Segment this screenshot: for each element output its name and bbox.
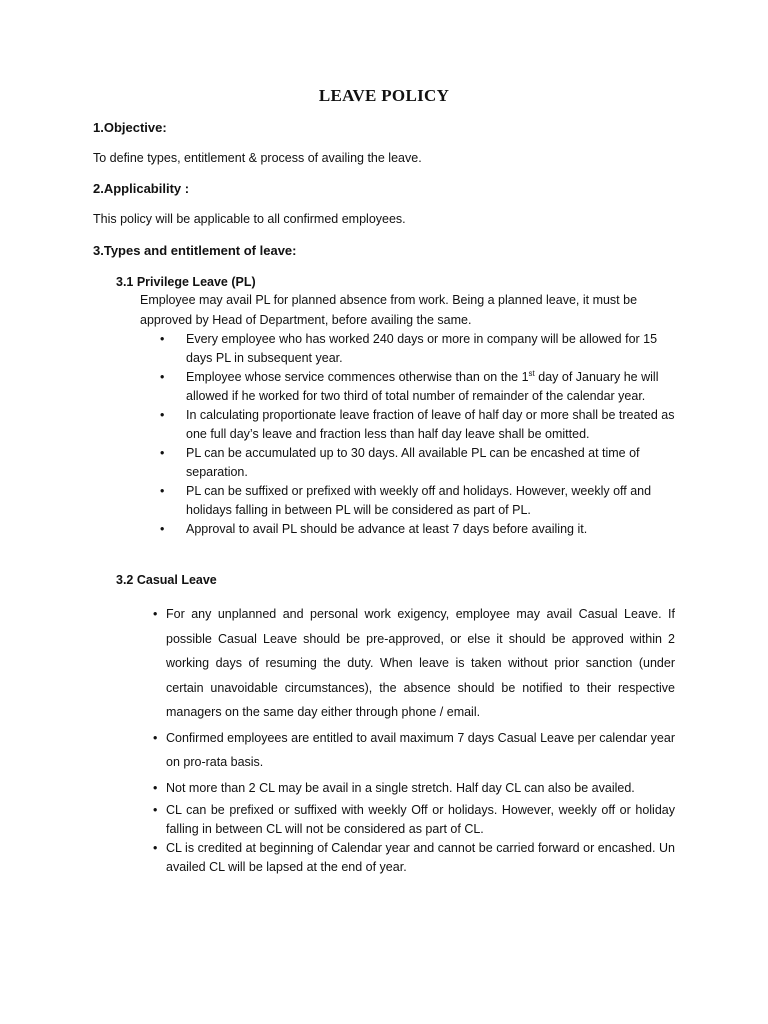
bullet-icon: •	[160, 408, 165, 422]
list-item	[153, 776, 675, 801]
bullet-icon: •	[153, 730, 158, 745]
applicability-heading: 2.Applicability :	[93, 181, 190, 196]
objective-heading: 1.Objective:	[93, 120, 167, 135]
list-item-text: PL can be suffixed or prefixed with weekly off and holidays. However, weekly off and holidays falling in between PL will be considered as part of PL.	[186, 484, 652, 517]
list-item-text: Not more than 2 CL may be avail in a single stretch. Half day CL can also be availed.	[166, 780, 635, 795]
list-item-text: Approval to avail PL should be advance at least 7 days before availing it.	[186, 522, 588, 536]
bullet-icon: •	[160, 446, 165, 460]
list-item	[153, 801, 675, 839]
list-item	[160, 406, 675, 444]
bullet-icon: •	[160, 522, 165, 536]
list-item-text: CL is credited at beginning of Calendar year and cannot be carried forward or encashed. Un availed CL will be lapsed at the end of year.	[166, 841, 675, 874]
list-item	[153, 726, 675, 775]
list-item-text: PL can be accumulated up to 30 days. All available PL can be encashed at time of separation.	[186, 446, 640, 479]
list-item	[160, 368, 675, 406]
list-item-text: Confirmed employees are entitled to avail maximum 7 days Casual Leave per calendar year on pro-rata basis.	[166, 730, 675, 769]
types-heading: 3.Types and entitlement of leave:	[93, 243, 297, 258]
list-item-text: In calculating proportionate leave fraction of leave of half day or more shall be treated as one full day’s leave and fraction less than half day leave shall be omitted.	[186, 408, 675, 441]
list-item-text-mid: day of January he	[534, 370, 638, 384]
casual-leave-heading: 3.2 Casual Leave	[116, 573, 217, 587]
bullet-icon: •	[153, 803, 158, 817]
list-item	[160, 482, 675, 520]
document-title: LEAVE POLICY	[318, 86, 450, 105]
casual-leave-list	[153, 602, 675, 877]
list-item	[160, 444, 675, 482]
bullet-icon: •	[153, 607, 158, 621]
bullet-icon: •	[153, 780, 158, 795]
privilege-leave-intro: Employee may avail PL for planned absence from work. Being a planned leave, it must be approved by Head of Department, before availing the same.	[140, 293, 638, 327]
list-item-text-end: will allowed if he worked for two third of total number of remainder of the calendar year.	[186, 370, 659, 403]
bullet-icon: •	[160, 370, 165, 384]
objective-text: To define types, entitlement & process of availing the leave.	[93, 151, 422, 165]
privilege-leave-heading: 3.1 Privilege Leave (PL)	[116, 275, 256, 289]
list-item-text: CL can be prefixed or suffixed with weekly Off or holidays. However, weekly off or holiday falling in between CL will not be considered as part of CL.	[166, 803, 675, 836]
bullet-icon: •	[160, 484, 165, 498]
applicability-text: This policy will be applicable to all confirmed employees.	[93, 212, 406, 226]
bullet-icon: •	[160, 332, 165, 346]
privilege-leave-list	[160, 330, 675, 539]
list-item-text-start: Employee whose service commences otherwise than on the 1	[186, 370, 529, 384]
ordinal-suffix: st	[528, 368, 535, 378]
list-item	[153, 839, 675, 877]
list-item	[160, 330, 675, 368]
list-item-text: Every employee who has worked 240 days or more in company will be allowed for 15 days PL in subsequent year.	[186, 332, 658, 365]
list-item-text: For any unplanned and personal work exigency, employee may avail Casual Leave. If possible Casual Leave should be pre-approved, or else it should be approved within 2 working days of resuming the duty. When leave is taken without prior sanction (under certain unavoidable circumstances), the absence should be notified to their respective managers on the same day either through phone / email.	[166, 607, 675, 719]
list-item	[153, 602, 675, 725]
list-item	[160, 520, 675, 539]
bullet-icon: •	[153, 841, 158, 855]
